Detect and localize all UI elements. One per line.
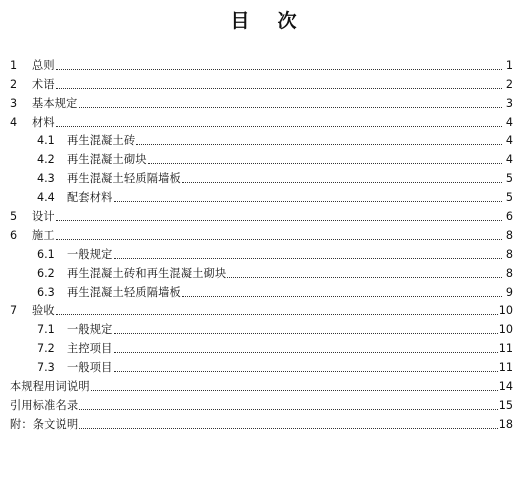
toc-entry-number: 4.2 <box>37 153 55 167</box>
toc-entry-title: 再生混凝土砖 <box>67 134 136 148</box>
toc-entry[interactable] <box>0 92 527 111</box>
dot-leader <box>227 277 502 278</box>
toc-entry-title: 引用标准名录 <box>10 398 79 412</box>
toc-entry[interactable] <box>0 73 527 92</box>
toc-entry-title: 一般规定 <box>67 247 113 261</box>
dot-leader <box>114 258 502 259</box>
toc-entry-title: 设计 <box>32 210 55 224</box>
toc-entry-page-number: 5 <box>505 172 513 186</box>
toc-entry-page-number: 10 <box>498 323 513 337</box>
toc-entry-page-number: 4 <box>505 115 513 129</box>
toc-list <box>0 54 527 432</box>
toc-entry-page-number: 8 <box>505 247 513 261</box>
toc-title: 目次 <box>230 10 325 32</box>
toc-entry-page-number: 15 <box>498 398 513 412</box>
toc-entry[interactable] <box>0 318 527 337</box>
dot-leader <box>114 371 498 372</box>
dot-leader <box>148 163 502 164</box>
toc-entry-page-number: 11 <box>498 361 513 375</box>
toc-entry-number: 4.4 <box>37 191 55 205</box>
toc-entry-number: 7 <box>10 304 18 318</box>
toc-entry[interactable] <box>0 224 527 243</box>
toc-entry-number: 4 <box>10 115 18 129</box>
dot-leader <box>56 220 502 221</box>
dot-leader <box>114 352 498 353</box>
toc-entry-page-number: 1 <box>505 58 513 72</box>
toc-entry[interactable] <box>0 186 527 205</box>
dot-leader <box>182 182 502 183</box>
dot-leader <box>114 201 502 202</box>
toc-entry-page-number: 2 <box>505 77 513 91</box>
toc-entry[interactable] <box>0 262 527 281</box>
toc-entry-title: 再生混凝土砖和再生混凝土砌块 <box>67 266 227 280</box>
toc-entry-title: 一般项目 <box>67 361 113 375</box>
dot-leader <box>56 314 498 315</box>
toc-entry[interactable] <box>0 167 527 186</box>
toc-entry-number: 5 <box>10 210 18 224</box>
toc-entry-page-number: 10 <box>498 304 513 318</box>
toc-entry-number: 7.2 <box>37 342 55 356</box>
toc-entry[interactable] <box>0 300 527 319</box>
toc-entry-page-number: 3 <box>505 96 513 110</box>
toc-entry-title: 材料 <box>32 115 55 129</box>
dot-leader <box>56 69 502 70</box>
toc-entry-number: 6.1 <box>37 247 55 261</box>
toc-entry[interactable] <box>0 337 527 356</box>
toc-entry-page-number: 14 <box>498 380 513 394</box>
toc-entry-page-number: 6 <box>505 210 513 224</box>
dot-leader <box>79 428 497 429</box>
dot-leader <box>79 409 497 410</box>
toc-entry-title: 验收 <box>32 304 55 318</box>
toc-entry-number: 3 <box>10 96 18 110</box>
dot-leader <box>56 239 502 240</box>
toc-entry-number: 6.2 <box>37 266 55 280</box>
toc-entry[interactable] <box>0 205 527 224</box>
toc-entry-title: 术语 <box>32 77 55 91</box>
toc-entry-title: 配套材料 <box>67 191 113 205</box>
toc-entry[interactable] <box>0 356 527 375</box>
dot-leader <box>114 333 498 334</box>
toc-entry[interactable] <box>0 243 527 262</box>
toc-entry-page-number: 4 <box>505 153 513 167</box>
toc-entry-page-number: 11 <box>498 342 513 356</box>
toc-entry-number: 4.1 <box>37 134 55 148</box>
toc-entry-title: 再生混凝土轻质隔墙板 <box>67 285 181 299</box>
toc-entry[interactable] <box>0 394 527 413</box>
toc-entry-title: 再生混凝土轻质隔墙板 <box>67 172 181 186</box>
toc-entry[interactable] <box>0 413 527 432</box>
toc-entry-page-number: 18 <box>498 417 513 431</box>
toc-entry-page-number: 5 <box>505 191 513 205</box>
toc-entry-title: 本规程用词说明 <box>10 380 90 394</box>
toc-entry-title: 一般规定 <box>67 323 113 337</box>
dot-leader <box>182 296 502 297</box>
toc-entry-page-number: 8 <box>505 228 513 242</box>
toc-entry-title: 总则 <box>32 58 55 72</box>
toc-entry[interactable] <box>0 111 527 130</box>
toc-entry-page-number: 9 <box>505 285 513 299</box>
toc-entry-number: 6.3 <box>37 285 55 299</box>
toc-entry-number: 2 <box>10 77 18 91</box>
toc-entry-page-number: 8 <box>505 266 513 280</box>
toc-entry-number: 1 <box>10 58 18 72</box>
toc-entry[interactable] <box>0 281 527 300</box>
dot-leader <box>56 126 502 127</box>
toc-entry-number: 6 <box>10 228 18 242</box>
toc-entry-number: 7.1 <box>37 323 55 337</box>
toc-entry[interactable] <box>0 54 527 73</box>
dot-leader <box>79 107 502 108</box>
toc-entry-title: 主控项目 <box>67 342 113 356</box>
toc-entry-title: 施工 <box>32 228 55 242</box>
dot-leader <box>56 88 502 89</box>
toc-entry-title: 附：条文说明 <box>10 417 79 431</box>
toc-entry-page-number: 4 <box>505 134 513 148</box>
toc-entry-number: 4.3 <box>37 172 55 186</box>
toc-entry[interactable] <box>0 375 527 394</box>
dot-leader <box>91 390 498 391</box>
toc-entry[interactable] <box>0 130 527 149</box>
toc-entry-number: 7.3 <box>37 361 55 375</box>
dot-leader <box>136 144 502 145</box>
toc-entry[interactable] <box>0 148 527 167</box>
toc-entry-title: 再生混凝土砌块 <box>67 153 147 167</box>
toc-entry-title: 基本规定 <box>32 96 78 110</box>
